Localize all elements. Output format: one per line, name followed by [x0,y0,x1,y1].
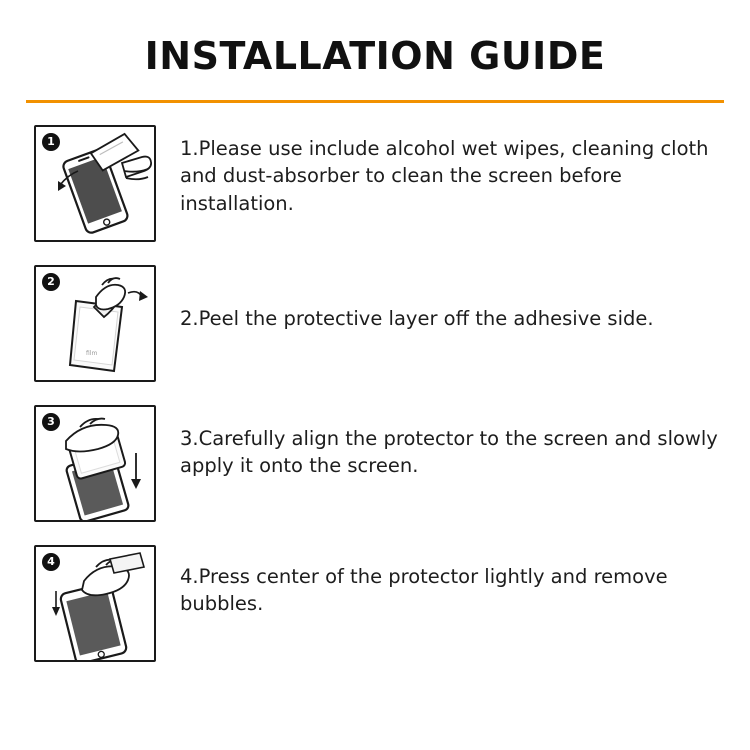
step-1-illustration [34,125,156,242]
step-3-text [156,405,726,480]
list-item [0,125,750,265]
step-4-badge: 4 [42,553,60,571]
step-1-text [156,125,726,218]
step-2-badge: 2 [42,273,60,291]
list-item [0,265,750,405]
step-3-body: Carefully align the protector to the screen and slowly apply it onto the screen. [180,426,718,478]
step-1-badge: 1 [42,133,60,151]
step-4-text [156,545,726,618]
step-4-illustration [34,545,156,662]
list-item [0,545,750,685]
step-2-illustration [34,265,156,382]
step-3-illustration [34,405,156,522]
page-title: INSTALLATION GUIDE [144,34,606,78]
list-item [0,405,750,545]
step-4-number: 4. [180,564,199,588]
step-2-body: Peel the protective layer off the adhesive side. [198,306,654,330]
step-3-number: 3. [180,426,199,450]
svg-text:film: film [86,349,98,357]
step-1-body: Please use include alcohol wet wipes, cleaning cloth and dust-absorber to clean the screen before installation. [180,136,709,216]
step-2-text [156,265,726,333]
step-3-badge: 3 [42,413,60,431]
step-4-body: Press center of the protector lightly and remove bubbles. [180,564,668,616]
steps-list [0,103,750,685]
step-2-number: 2. [180,306,199,330]
step-1-number: 1. [180,136,199,160]
